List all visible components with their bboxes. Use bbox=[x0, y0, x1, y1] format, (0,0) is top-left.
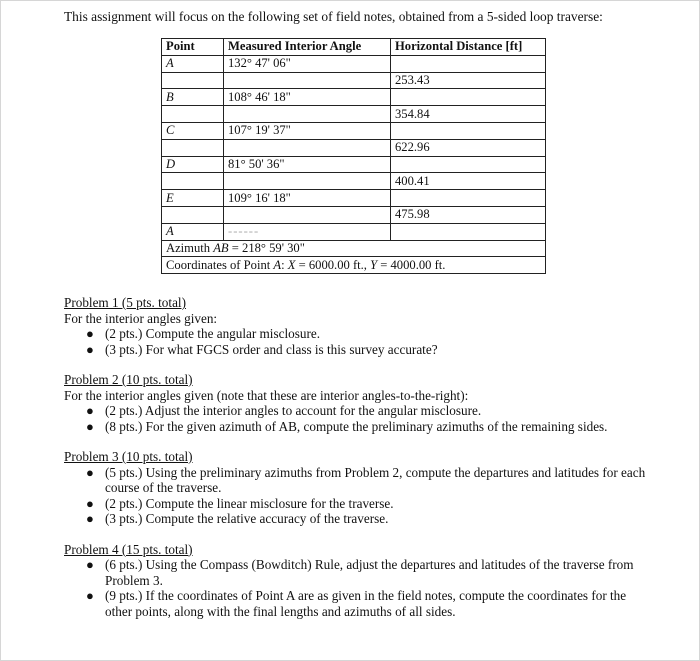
point-cell: E bbox=[162, 190, 224, 207]
problem-items bbox=[64, 403, 654, 434]
point-cell: C bbox=[162, 122, 224, 139]
angle-dash: ------ bbox=[228, 224, 260, 239]
problem-items bbox=[64, 465, 654, 527]
table-row bbox=[162, 156, 546, 173]
list-item bbox=[64, 419, 654, 435]
angle-cell: 107° 19' 37" bbox=[224, 122, 391, 139]
distance-cell bbox=[391, 122, 546, 139]
azimuth-line: AB bbox=[213, 240, 229, 255]
point-cell: A bbox=[162, 223, 224, 240]
bullet-icon: ● bbox=[86, 588, 94, 603]
azimuth-label: Azimuth bbox=[166, 240, 214, 255]
distance-cell bbox=[391, 156, 546, 173]
field-notes-table bbox=[161, 38, 546, 274]
distance-cell: 354.84 bbox=[391, 106, 546, 123]
problem-lead: For the interior angles given: bbox=[64, 310, 218, 326]
angle-cell bbox=[224, 106, 391, 123]
problems-section bbox=[64, 295, 654, 634]
point-cell bbox=[162, 206, 224, 223]
azimuth-value: = 218° 59' 30" bbox=[228, 240, 305, 255]
angle-cell: 108° 46' 18" bbox=[224, 89, 391, 106]
header-distance: Horizontal Distance [ft] bbox=[391, 39, 546, 56]
problem-items bbox=[64, 557, 654, 619]
angle-cell bbox=[224, 173, 391, 190]
table-row bbox=[162, 55, 546, 72]
table-row bbox=[162, 190, 546, 207]
coords-x-symbol: X bbox=[287, 257, 296, 272]
bullet-icon: ● bbox=[86, 418, 94, 434]
coordinates-cell bbox=[162, 257, 546, 274]
angle-cell: 132° 47' 06" bbox=[224, 55, 391, 72]
point-cell bbox=[162, 173, 224, 190]
coords-label: Coordinates of Point bbox=[166, 257, 274, 272]
table-row bbox=[162, 122, 546, 139]
distance-cell: 400.41 bbox=[391, 173, 546, 190]
azimuth-cell bbox=[162, 240, 546, 257]
point-cell: D bbox=[162, 156, 224, 173]
distance-cell bbox=[391, 190, 546, 207]
problem-1 bbox=[64, 295, 654, 357]
list-item bbox=[64, 557, 654, 588]
item-text: (9 pts.) If the coordinates of Point A are as given in the field notes, compute the coordinates for the other points, along with the final lengths and azimuths of all sides. bbox=[105, 588, 627, 619]
item-text: (3 pts.) Compute the relative accuracy of the traverse. bbox=[105, 511, 389, 526]
azimuth-row bbox=[162, 240, 546, 257]
table-row bbox=[162, 173, 546, 190]
table-row bbox=[162, 72, 546, 89]
header-point: Point bbox=[162, 39, 224, 56]
table-row bbox=[162, 89, 546, 106]
item-text: (3 pts.) For what FGCS order and class is this survey accurate? bbox=[105, 341, 438, 357]
angle-cell: 81° 50' 36" bbox=[224, 156, 391, 173]
coords-x-value: = 6000.00 ft., bbox=[295, 257, 371, 272]
bullet-icon: ● bbox=[86, 464, 94, 480]
bullet-icon: ● bbox=[86, 403, 94, 418]
list-item bbox=[64, 496, 654, 512]
distance-cell bbox=[391, 55, 546, 72]
angle-cell bbox=[224, 139, 391, 156]
problem-3 bbox=[64, 449, 654, 527]
problem-4 bbox=[64, 542, 654, 620]
item-text: (2 pts.) Adjust the interior angles to account for the angular misclosure. bbox=[105, 403, 482, 418]
list-item bbox=[64, 403, 654, 419]
problem-title: Problem 1 (5 pts. total) bbox=[64, 295, 186, 310]
list-item bbox=[64, 588, 654, 619]
item-text: (2 pts.) Compute the linear misclosure for the traverse. bbox=[105, 495, 394, 511]
coords-y-value: = 4000.00 ft. bbox=[377, 257, 446, 272]
table-row bbox=[162, 223, 546, 240]
coords-sep: : bbox=[281, 257, 288, 272]
list-item bbox=[64, 511, 654, 527]
item-text: (2 pts.) Compute the angular misclosure. bbox=[105, 326, 320, 341]
distance-cell: 253.43 bbox=[391, 72, 546, 89]
list-item bbox=[64, 465, 654, 496]
coords-point: A bbox=[273, 257, 282, 272]
point-cell bbox=[162, 72, 224, 89]
point-cell: B bbox=[162, 89, 224, 106]
header-angle: Measured Interior Angle bbox=[224, 39, 391, 56]
problem-items bbox=[64, 326, 654, 357]
list-item bbox=[64, 326, 654, 342]
problem-title: Problem 3 (10 pts. total) bbox=[64, 449, 193, 464]
coords-y-symbol: Y bbox=[370, 257, 378, 272]
table-header-row bbox=[162, 39, 546, 56]
problem-2 bbox=[64, 372, 654, 434]
angle-cell: 109° 16' 18" bbox=[224, 190, 391, 207]
item-text: (6 pts.) Using the Compass (Bowditch) Rule, adjust the departures and latitudes of the traverse from Problem 3. bbox=[105, 557, 634, 588]
distance-cell bbox=[391, 89, 546, 106]
point-cell bbox=[162, 106, 224, 123]
angle-cell bbox=[224, 206, 391, 223]
point-cell: A bbox=[162, 55, 224, 72]
item-text: (8 pts.) For the given azimuth of AB, compute the preliminary azimuths of the remaining sides. bbox=[105, 418, 608, 434]
table-row bbox=[162, 206, 546, 223]
list-item bbox=[64, 342, 654, 358]
bullet-icon: ● bbox=[86, 341, 94, 357]
table-row bbox=[162, 139, 546, 156]
bullet-icon: ● bbox=[86, 557, 94, 572]
distance-cell bbox=[391, 223, 546, 240]
distance-cell: 622.96 bbox=[391, 139, 546, 156]
table-row bbox=[162, 106, 546, 123]
bullet-icon: ● bbox=[86, 326, 94, 341]
bullet-icon: ● bbox=[86, 495, 94, 511]
angle-cell bbox=[224, 72, 391, 89]
intro-text: This assignment will focus on the following set of field notes, obtained from a 5-sided loop traverse: bbox=[64, 9, 603, 24]
distance-cell: 475.98 bbox=[391, 206, 546, 223]
item-text: (5 pts.) Using the preliminary azimuths from Problem 2, compute the departures and latitudes for each course of the traverse. bbox=[105, 464, 646, 495]
problem-title: Problem 4 (15 pts. total) bbox=[64, 541, 193, 557]
coordinates-row bbox=[162, 257, 546, 274]
problem-lead: For the interior angles given (note that these are interior angles-to-the-right): bbox=[64, 387, 469, 403]
bullet-icon: ● bbox=[86, 511, 94, 526]
problem-title: Problem 2 (10 pts. total) bbox=[64, 372, 193, 387]
point-cell bbox=[162, 139, 224, 156]
